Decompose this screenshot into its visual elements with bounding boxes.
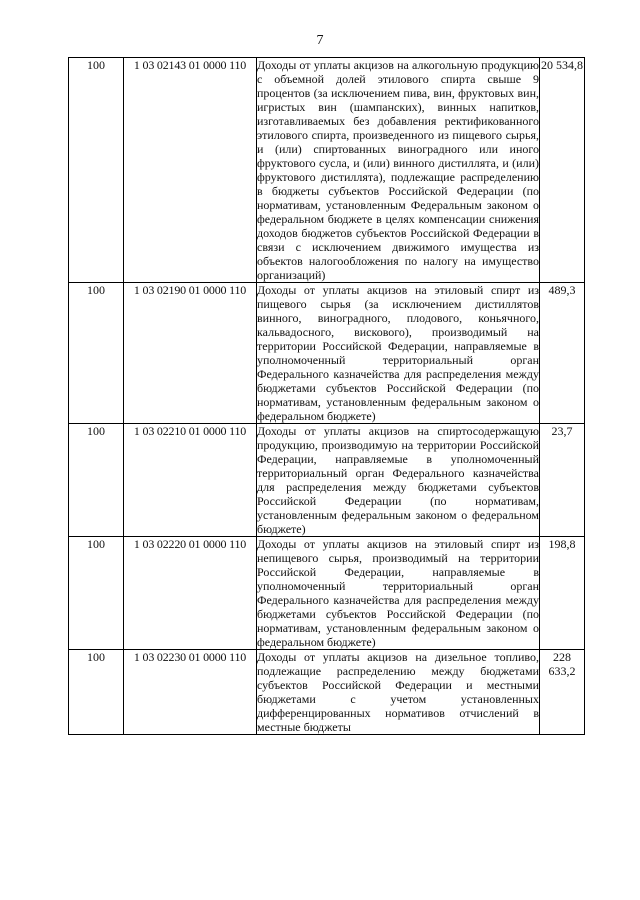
admin-code-cell: 100: [69, 537, 124, 650]
admin-code-cell: 100: [69, 58, 124, 283]
amount-cell: 489,3: [540, 283, 585, 424]
description-cell: [257, 424, 540, 537]
kbk-code-cell: 1 03 02190 01 0000 110: [124, 283, 257, 424]
table-row: [69, 58, 585, 283]
revenue-table: [68, 57, 585, 735]
table-row: [69, 424, 585, 537]
description-cell: [257, 58, 540, 283]
admin-code-cell: 100: [69, 650, 124, 735]
kbk-code-cell: 1 03 02210 01 0000 110: [124, 424, 257, 537]
page-number: 7: [316, 33, 324, 48]
description-text: Доходы от уплаты акцизов на этиловый спирт из непищевого сырья, производимый на территории Российской Федерации, направляемые в уполномоченный территориальный орган Федерального казначейства для распределения между бюджетами субъектов Российской Федерации (по нормативам, установленным федеральным законом о федеральном бюджете): [257, 537, 539, 649]
admin-code-cell: 100: [69, 424, 124, 537]
table-row: [69, 537, 585, 650]
amount-cell: 228 633,2: [540, 650, 585, 735]
kbk-code-cell: 1 03 02220 01 0000 110: [124, 537, 257, 650]
amount-cell: 20 534,8: [540, 58, 585, 283]
description-cell: [257, 650, 540, 735]
admin-code-cell: 100: [69, 283, 124, 424]
description-cell: [257, 283, 540, 424]
kbk-code-cell: 1 03 02143 01 0000 110: [124, 58, 257, 283]
amount-cell: 198,8: [540, 537, 585, 650]
description-text: Доходы от уплаты акцизов на этиловый спирт из пищевого сырья (за исключением дистиллятов винного, виноградного, плодового, коньячного, кальвадосного, вискового), производимый на территории Российской Федерации, направляемые в уполномоченный территориальный орган Федерального казначейства для распределения между бюджетами субъектов Российской Федерации (по нормативам, установленным федеральным законом о федеральном бюджете): [257, 283, 539, 423]
kbk-code-cell: 1 03 02230 01 0000 110: [124, 650, 257, 735]
description-text: Доходы от уплаты акцизов на дизельное топливо, подлежащие распределению между бюджетами субъектов Российской Федерации и местными бюджетами с учетом установленных дифференцированных нормативов отчислений в местные бюджеты: [257, 650, 539, 734]
table-row: [69, 650, 585, 735]
amount-cell: 23,7: [540, 424, 585, 537]
description-text: Доходы от уплаты акцизов на алкогольную продукцию с объемной долей этилового спирта свыше 9 процентов (за исключением пива, вин, фруктовых вин, игристых вин (шампанских), винных напитков, изготавливаемых без добавления ректификованного этилового спирта, произведенного из пищевого сырья, и (или) спиртованных виноградного или иного фруктового сусла, и (или) винного дистиллята, и (или) фруктового дистиллята), подлежащие распределению в бюджеты субъектов Российской Федерации (по нормативам, установленным Федеральным законом о федеральном бюджете в целях компенсации снижения доходов бюджетов субъектов Российской Федерации в связи с исключением движимого имущества из объектов налогообложения по налогу на имущество организаций): [257, 58, 539, 282]
description-text: Доходы от уплаты акцизов на спиртосодержащую продукцию, производимую на территории Российской Федерации, направляемые в уполномоченный территориальный орган Федерального казначейства для распределения между бюджетами субъектов Российской Федерации (по нормативам, установленным федеральным законом о федеральном бюджете): [257, 424, 539, 536]
table-row: [69, 283, 585, 424]
description-cell: [257, 537, 540, 650]
